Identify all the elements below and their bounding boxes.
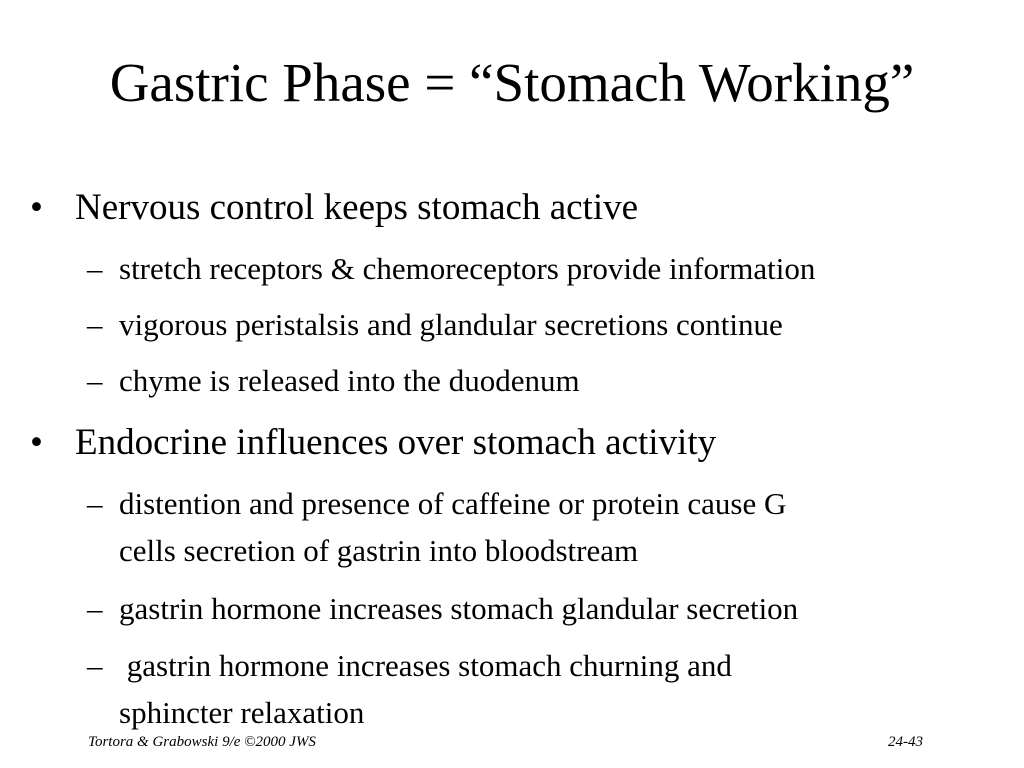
slide-number: 24-43 [888, 734, 923, 750]
subitem-text: chyme is released into the duodenum [119, 363, 580, 398]
bullet-marker: • [30, 422, 43, 463]
sub-marker: – [87, 648, 103, 683]
bullet-marker: • [30, 187, 43, 228]
sub-marker: – [87, 486, 103, 521]
subitem-text: gastrin hormone increases stomach churning and [119, 648, 732, 683]
sub-marker: – [87, 251, 103, 286]
subitem-text: distention and presence of caffeine or protein cause G [119, 486, 787, 521]
subitem-text: vigorous peristalsis and glandular secretions continue [119, 307, 783, 342]
subitem-text: gastrin hormone increases stomach glandular secretion [119, 591, 799, 626]
sub-marker: – [87, 591, 103, 626]
subitem-text: cells secretion of gastrin into bloodstream [119, 533, 639, 568]
subitem-text: sphincter relaxation [119, 695, 365, 730]
subitem-text: stretch receptors & chemoreceptors provide information [119, 251, 816, 286]
footer-citation: Tortora & Grabowski 9/e ©2000 JWS [88, 734, 316, 750]
slide-title: Gastric Phase = “Stomach Working” [109, 52, 915, 113]
bullet-text: Nervous control keeps stomach active [75, 187, 639, 228]
sub-marker: – [87, 363, 103, 398]
bullet-text: Endocrine influences over stomach activity [75, 422, 717, 463]
sub-marker: – [87, 307, 103, 342]
